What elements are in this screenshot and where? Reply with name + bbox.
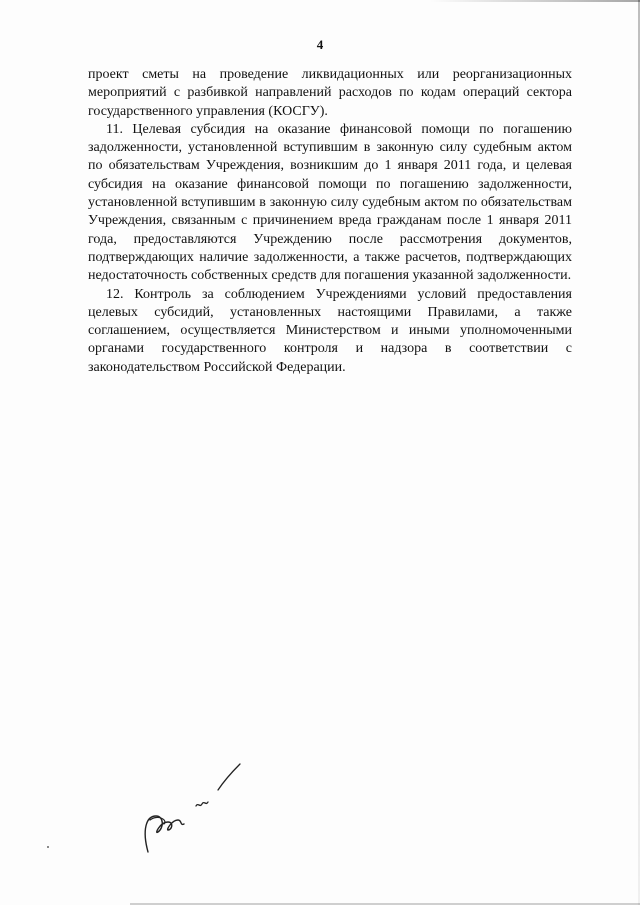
scan-speck <box>46 845 50 849</box>
paragraph-11: 11. Целевая субсидия на оказание финансовой помощи по погашению задолженности, установленной вступившим в законную силу судебным актом по обязательствам Учреждения, возникшим до 1 января 2011 года, и целевая субсидия на оказание финансовой помощи по погашению задолженности, установленной вступившим в законную силу судебным актом по обязательствам Учреждения, связанным с причинением вреда гражданам после 1 января 2011 года, предоставляются Учреждению после рассмотрения документов, подтверждающих наличие задолженности, а также расчетов, подтверждающих недостаточность собственных средств для погашения указанной задолженности. <box>88 121 572 284</box>
paragraph-continuation: проект сметы на проведение ликвидационных или реорганизационных мероприятий с разбивкой направлений расходов по кодам операций сектора государственного управления (КОСГУ). <box>88 67 572 119</box>
paragraph-12: 12. Контроль за соблюдением Учреждениями условий предоставления целевых субсидий, установленных настоящими Правилами, а также соглашением, осуществляется Министерством и иными уполномоченными органами государственного контроля и надзора в соответствии с законодательством Российской Федерации. <box>88 286 572 375</box>
scan-edge-top <box>430 0 640 2</box>
page-number: 4 <box>316 37 324 52</box>
handwritten-signature <box>138 760 248 860</box>
document-body <box>88 66 572 377</box>
